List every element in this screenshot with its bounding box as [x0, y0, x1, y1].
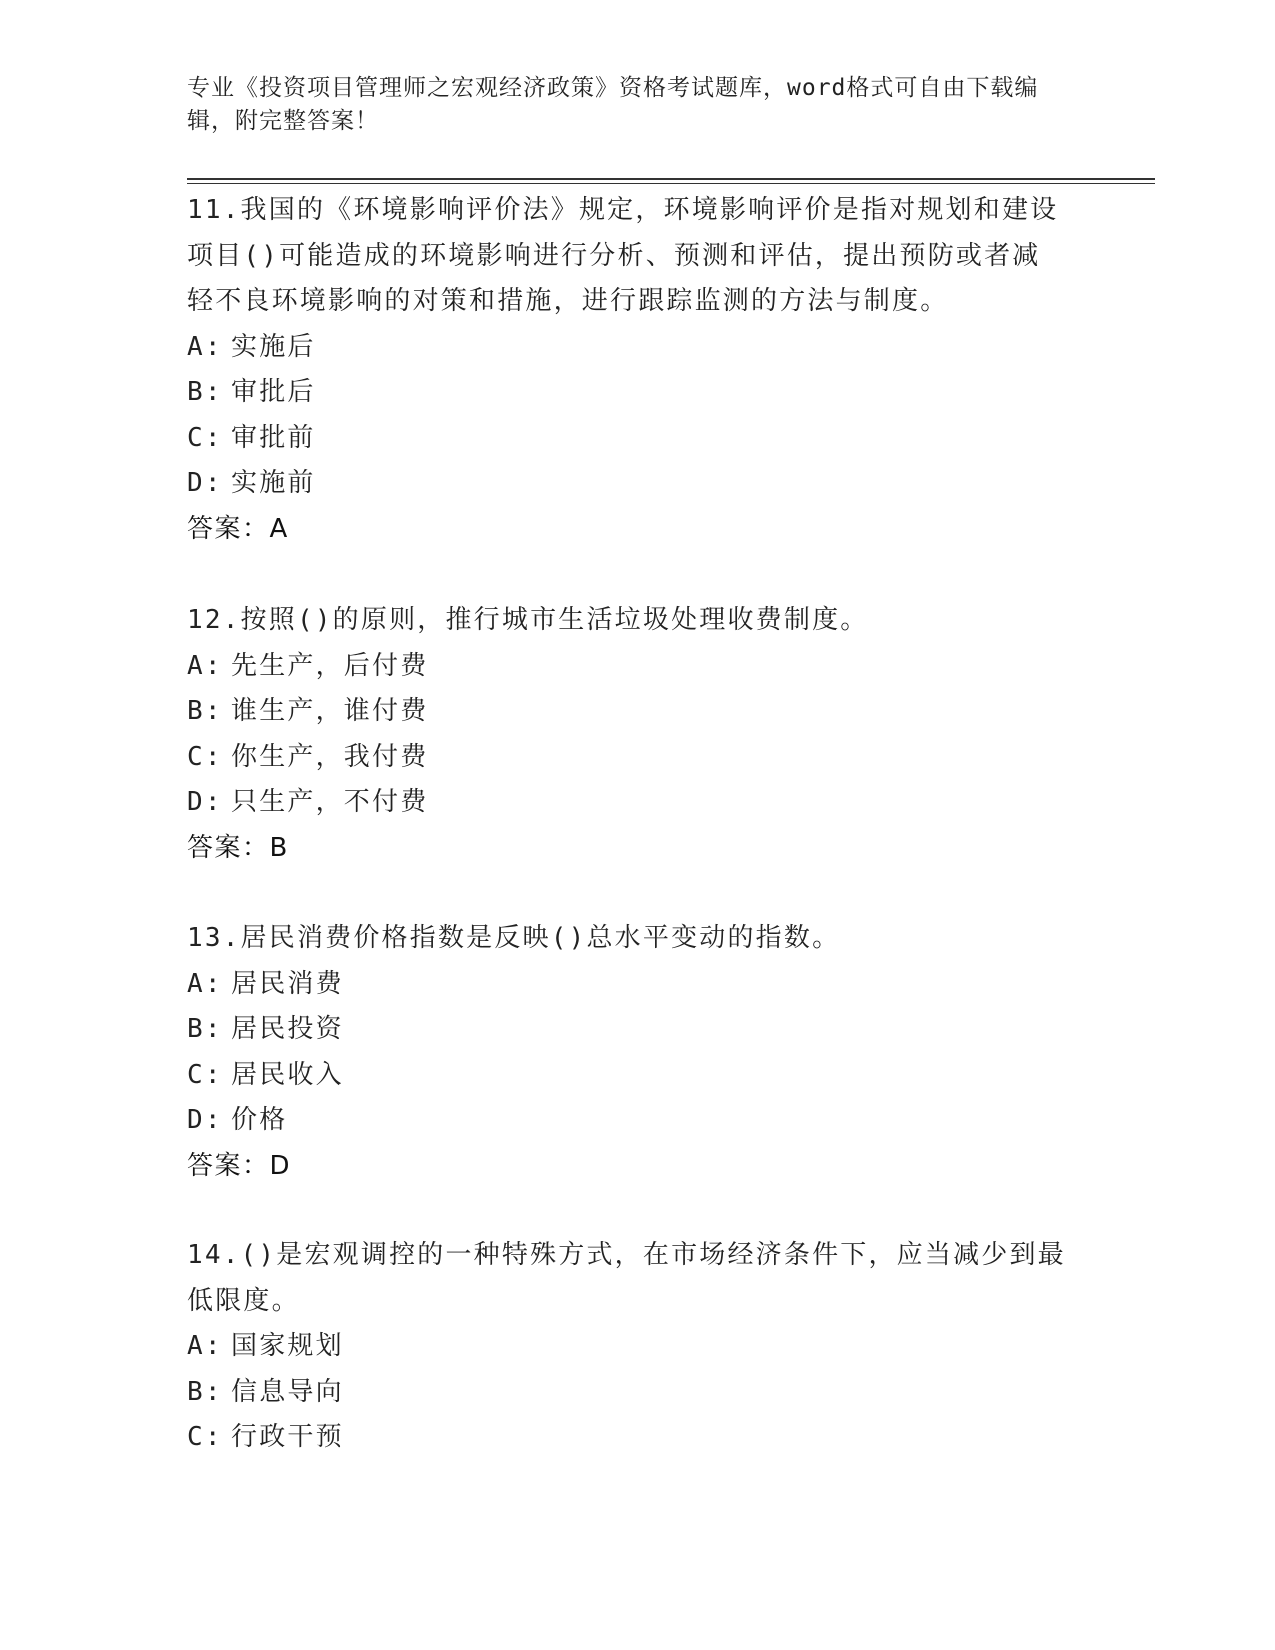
question-stem — [187, 1233, 1087, 1324]
option-a — [187, 644, 1087, 690]
option-a — [187, 962, 1087, 1008]
option-d — [187, 461, 1087, 507]
option-c — [187, 1053, 1087, 1099]
option-b — [187, 1370, 1087, 1416]
question-stem — [187, 916, 1087, 962]
option-text: 居民消费 — [231, 968, 344, 999]
document-header — [187, 72, 1067, 138]
header-line-1: 专业《投资项目管理师之宏观经济政策》资格考试题库，word格式可自由下载编 — [187, 75, 1039, 101]
option-text: 信息导向 — [231, 1376, 344, 1407]
option-b — [187, 370, 1087, 416]
option-key: C: — [187, 741, 223, 772]
option-text: 实施后 — [231, 331, 316, 362]
option-text: 居民投资 — [231, 1014, 344, 1044]
option-key: D: — [187, 468, 223, 498]
question-stem — [187, 188, 1087, 325]
stem-line: 11.我国的《环境影响评价法》规定，环境影响评价是指对规划和建设 — [187, 195, 1059, 225]
option-key: A: — [187, 331, 223, 362]
option-key: C: — [187, 422, 223, 453]
option-key: B: — [187, 377, 223, 407]
option-key: A: — [187, 1331, 223, 1361]
header-divider-thick — [187, 178, 1155, 180]
header-divider-thin — [187, 183, 1155, 184]
option-key: A: — [187, 650, 223, 681]
question-12 — [187, 598, 1087, 871]
option-a — [187, 325, 1087, 371]
option-c — [187, 735, 1087, 781]
option-text: 行政干预 — [231, 1422, 344, 1452]
option-d — [187, 1098, 1087, 1144]
answer-label: 答案：D — [187, 1150, 292, 1181]
option-text: 居民收入 — [231, 1059, 344, 1090]
question-11 — [187, 188, 1087, 552]
question-stem — [187, 598, 1087, 644]
stem-line: 14.()是宏观调控的一种特殊方式，在市场经济条件下，应当减少到最 — [187, 1240, 1066, 1270]
stem-line: 低限度。 — [187, 1285, 300, 1316]
option-text: 只生产，不付费 — [231, 787, 429, 817]
stem-line: 项目()可能造成的环境影响进行分析、预测和评估，提出预防或者减 — [187, 240, 1041, 271]
header-line-2: 辑，附完整答案！ — [187, 108, 379, 134]
option-text: 你生产，我付费 — [231, 741, 429, 772]
option-text: 价格 — [231, 1105, 288, 1135]
answer-label: 答案：A — [187, 513, 289, 544]
question-14 — [187, 1233, 1087, 1461]
stem-line: 12.按照()的原则，推行城市生活垃圾处理收费制度。 — [187, 605, 869, 635]
option-key: B: — [187, 1376, 223, 1407]
question-13 — [187, 916, 1087, 1189]
option-b — [187, 689, 1087, 735]
option-text: 实施前 — [231, 468, 316, 498]
option-text: 审批前 — [231, 422, 316, 453]
stem-line: 13.居民消费价格指数是反映()总水平变动的指数。 — [187, 923, 841, 953]
answer-label: 答案：B — [187, 832, 289, 863]
option-key: B: — [187, 1014, 223, 1044]
option-c — [187, 1415, 1087, 1461]
stem-line: 轻不良环境影响的对策和措施，进行跟踪监测的方法与制度。 — [187, 286, 949, 316]
option-key: B: — [187, 696, 223, 726]
option-key: C: — [187, 1422, 223, 1452]
option-key: D: — [187, 787, 223, 817]
option-text: 国家规划 — [231, 1331, 344, 1361]
option-key: D: — [187, 1105, 223, 1135]
option-text: 审批后 — [231, 377, 316, 407]
option-text: 先生产，后付费 — [231, 650, 429, 681]
option-c — [187, 416, 1087, 462]
option-key: C: — [187, 1059, 223, 1090]
option-d — [187, 780, 1087, 826]
option-b — [187, 1007, 1087, 1053]
option-key: A: — [187, 968, 223, 999]
option-a — [187, 1324, 1087, 1370]
option-text: 谁生产，谁付费 — [231, 696, 429, 726]
